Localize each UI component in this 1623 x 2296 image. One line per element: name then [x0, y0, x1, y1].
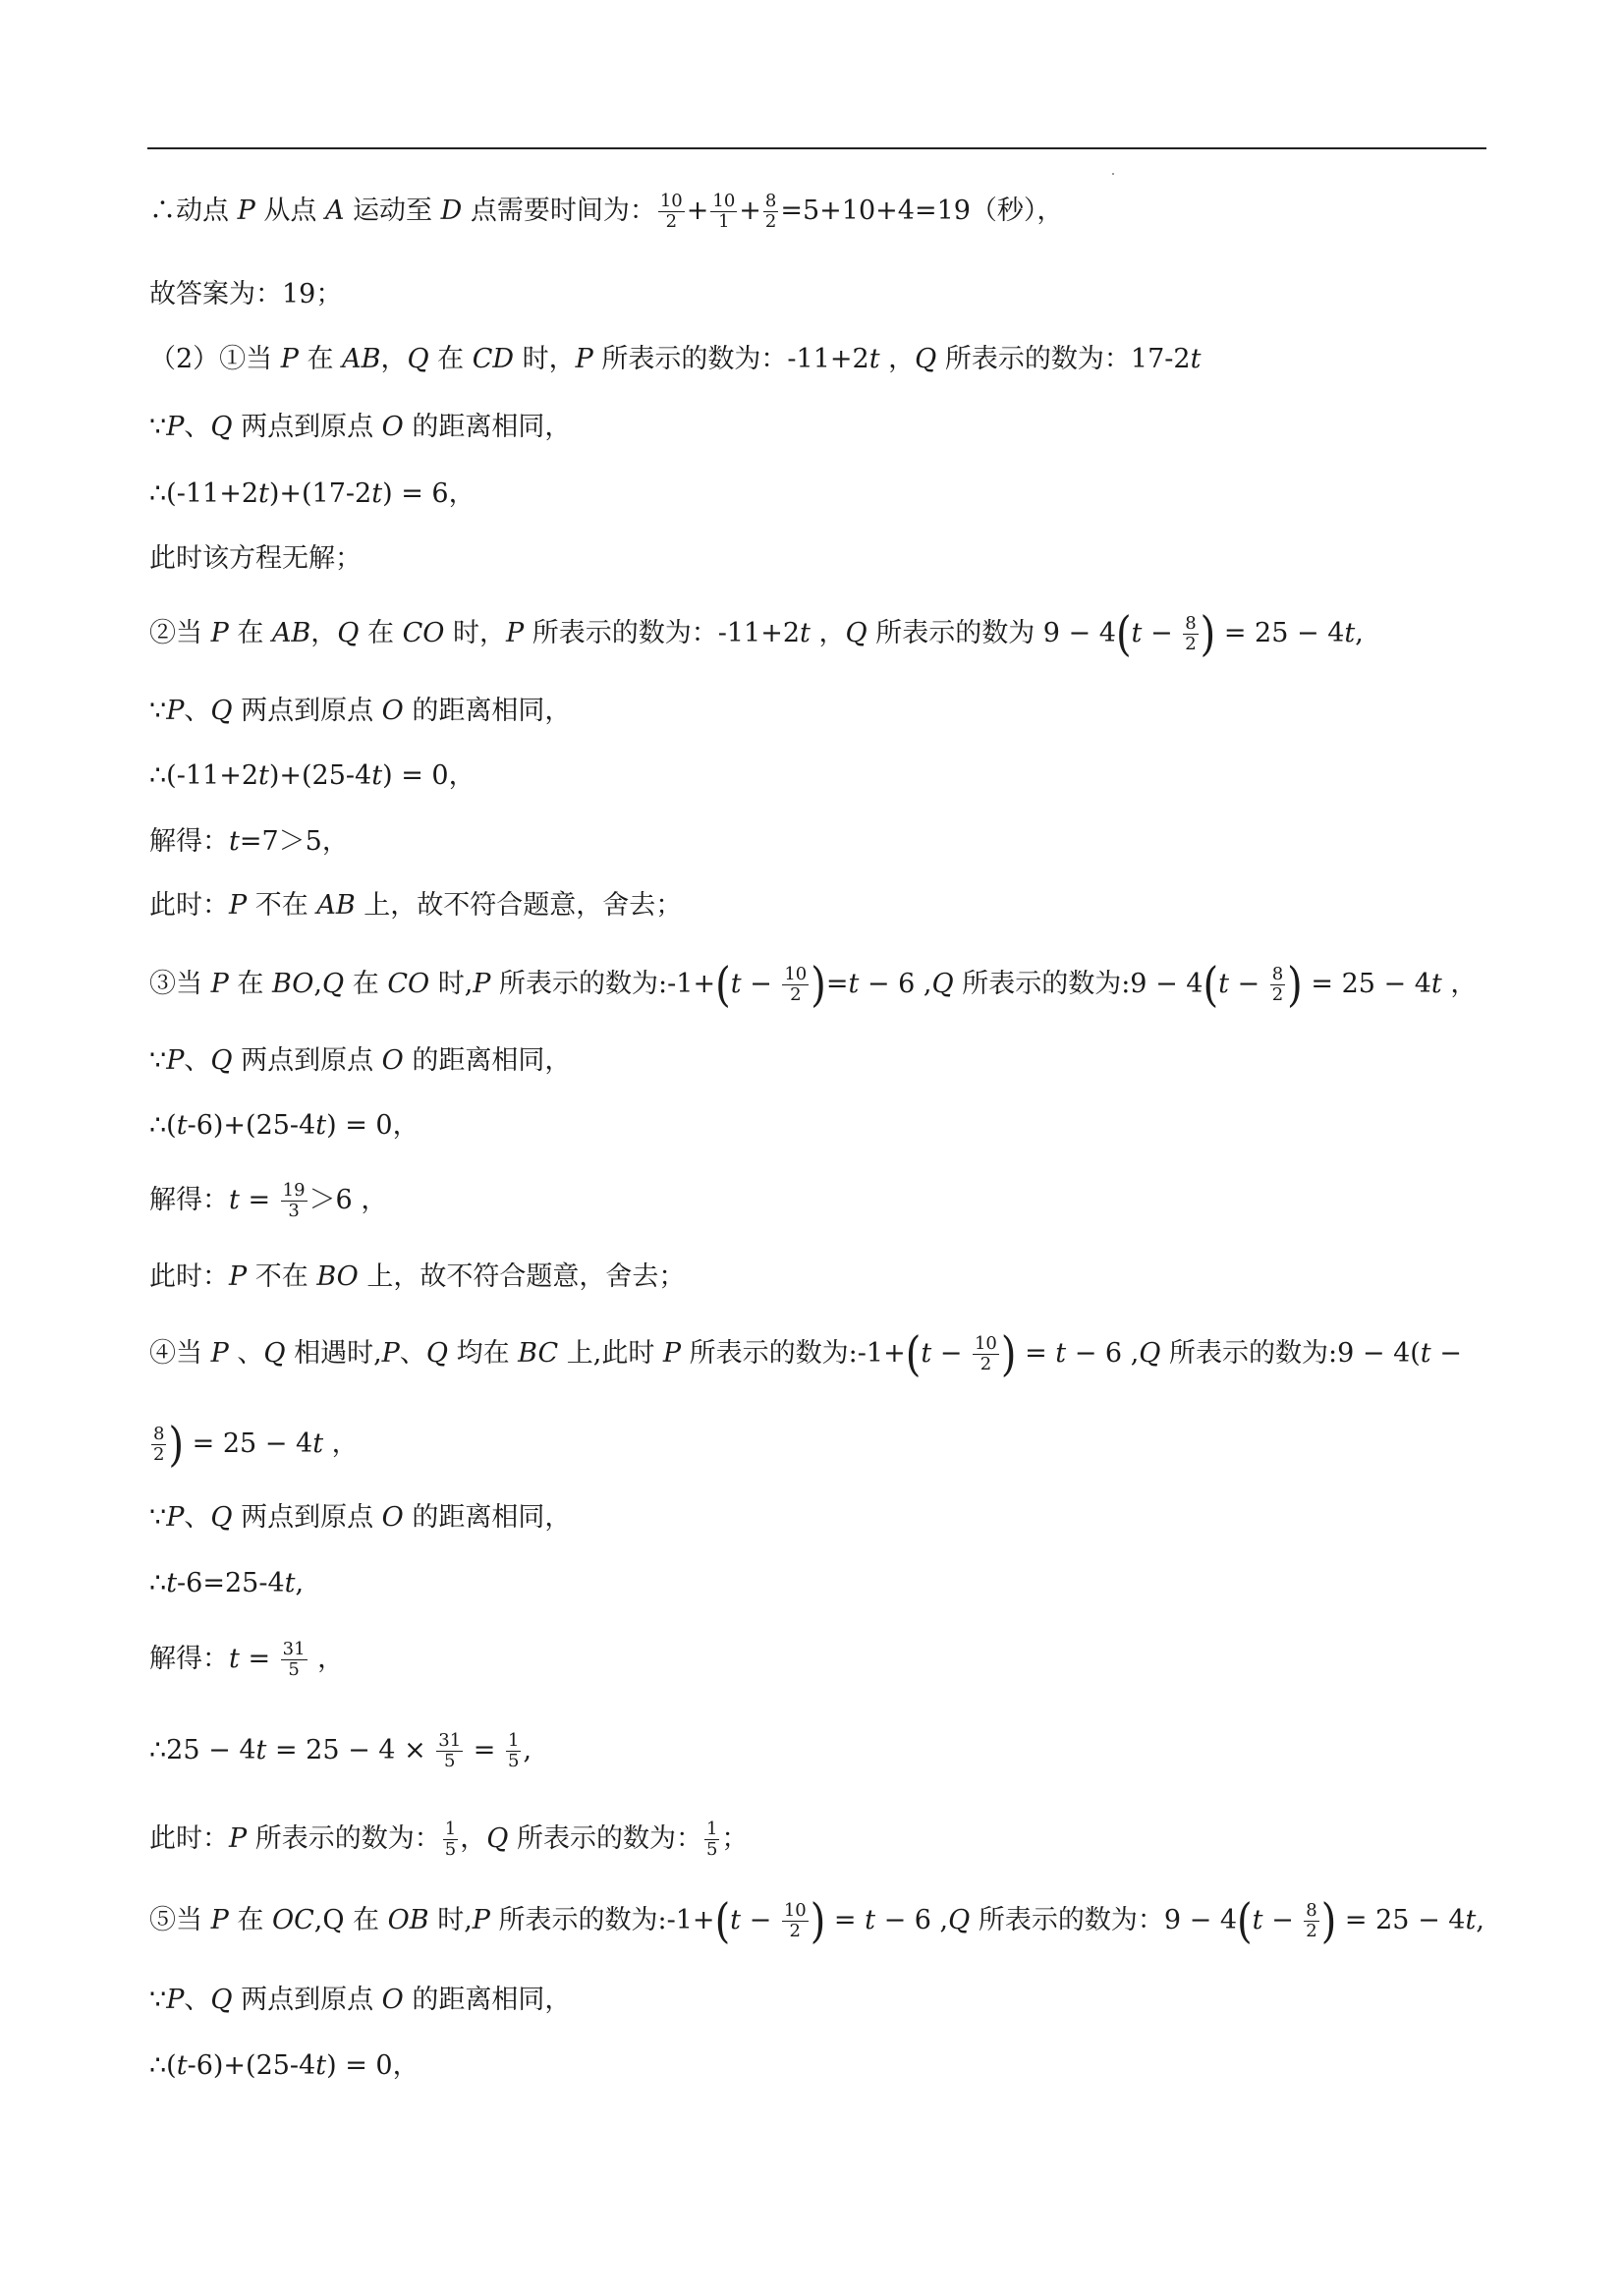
solution-line: ⑤当 P 在 OC,Q 在 OB 时,P 所表示的数为:-1+(t − $\frac{10}{2}$ ) = t − 6 ,Q 所表示的数为：9 − 4(t − $\frac{8}{2}$ ) = 25 − 4t, — [149, 1893, 1484, 1949]
solution-line: ∴动点 P 从点 A 运动至 D 点需要时间为： $\frac{10}{2}$ + $\frac{10}{1}$ + $\frac{8}{2}$ =5+10+4=19（秒）， — [149, 191, 1064, 232]
solution-line: ∵P、Q 两点到原点 O 的距离相同， — [149, 1985, 572, 2015]
scan-speck — [1112, 173, 1114, 175]
solution-line: ∴(t-6)+(25-4t) = 0， — [149, 1110, 420, 1141]
solution-line: ②当 P 在 AB，Q 在 CO 时，P 所表示的数为：-11+2t ，Q 所表示的数为 9 − 4(t − $\frac{8}{2}$ ) = 25 − 4t, — [149, 606, 1364, 662]
solution-line: ④当 P 、Q 相遇时,P、Q 均在 BC 上,此时 P 所表示的数为:-1+(t − $\frac{10}{2}$ ) = t − 6 ,Q 所表示的数为:9 − 4(t − — [149, 1326, 1462, 1382]
solution-line: 此时：P 所表示的数为： $\frac{1}{5}$ ，Q 所表示的数为： $\frac{1}{5}$ ； — [149, 1819, 749, 1860]
solution-line: 故答案为：19； — [149, 279, 343, 309]
solution-line: ∴(-11+2t)+(25-4t) = 0， — [149, 760, 476, 791]
header-rule — [147, 147, 1486, 149]
solution-line: （2）①当 P 在 AB，Q 在 CD 时，P 所表示的数为：-11+2t ，Q 所表示的数为：17-2t — [149, 344, 1202, 374]
solution-line: 解得：t=7＞5， — [149, 826, 349, 857]
solution-line: ∵P、Q 两点到原点 O 的距离相同， — [149, 1502, 572, 1533]
solution-line: ∴25 − 4t = 25 − 4 × $\frac{31}{5}$ = $\frac{1}{5}$ , — [149, 1730, 532, 1771]
solution-line: ∴(-11+2t)+(17-2t) = 6， — [149, 478, 476, 509]
solution-line: 解得：t = $\frac{31}{5}$ ， — [149, 1639, 345, 1680]
solution-line: ∵P、Q 两点到原点 O 的距离相同， — [149, 1045, 572, 1076]
solution-line: 此时该方程无解； — [149, 543, 362, 574]
solution-line: 解得：t = $\frac{19}{3}$ ＞6 ， — [149, 1180, 388, 1221]
solution-line: 此时：P 不在 BO 上，故不符合题意，舍去； — [149, 1261, 686, 1292]
solution-line: ③当 P 在 BO,Q 在 CO 时,P 所表示的数为:-1+(t − $\frac{10}{2}$ )=t − 6 ,Q 所表示的数为:9 − 4(t − $\frac{8}{2}$ ) = 25 − 4t ， — [149, 957, 1478, 1013]
solution-line: ∴(t-6)+(25-4t) = 0， — [149, 2050, 420, 2081]
solution-line: $\frac{8}{2}$ ) = 25 − 4t ， — [153, 1417, 359, 1473]
solution-line: ∵P、Q 两点到原点 O 的距离相同， — [149, 696, 572, 726]
solution-line: ∴t-6=25-4t, — [149, 1568, 305, 1598]
solution-line: ∵P、Q 两点到原点 O 的距离相同， — [149, 412, 572, 442]
solution-line: 此时：P 不在 AB 上，故不符合题意，舍去； — [149, 890, 683, 921]
